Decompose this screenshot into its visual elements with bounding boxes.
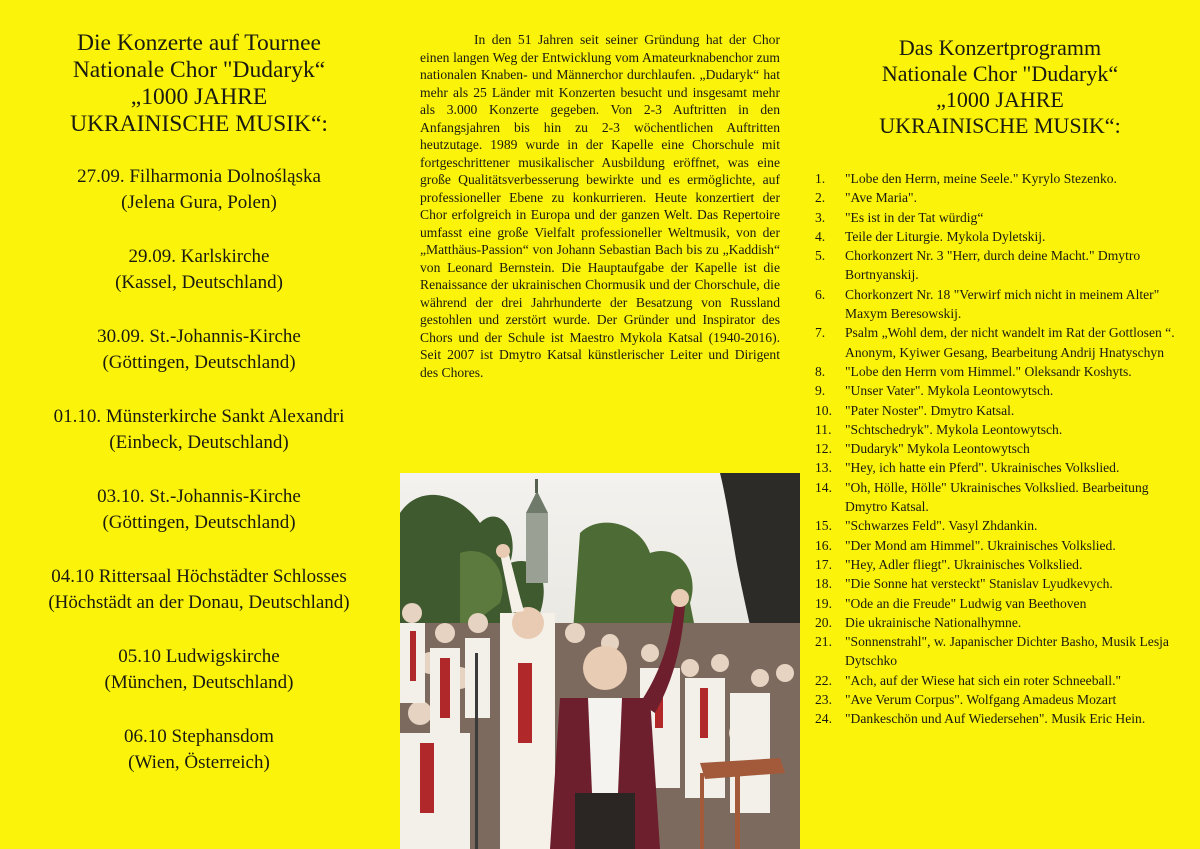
concert-location: (Einbeck, Deutschland)	[109, 432, 289, 453]
program-item-number: 8.	[815, 363, 826, 379]
concert-location: (Wien, Österreich)	[128, 752, 270, 773]
concert-date-venue: 06.10 Stephansdom	[124, 726, 274, 747]
program-item	[815, 478, 1185, 517]
program-title	[815, 35, 1185, 139]
program-item-number: 19.	[815, 595, 832, 611]
concert-item	[18, 644, 380, 696]
concert-date-venue: 04.10 Rittersaal Höchstädter Schlosses	[51, 566, 347, 587]
program-item-number: 12.	[815, 441, 832, 457]
program-item-text: "Ave Verum Corpus". Wolfgang Amadeus Mozart	[845, 692, 1117, 708]
concert-item	[18, 164, 380, 216]
program-item-text: "Oh, Hölle, Hölle" Ukrainisches Volkslied. Bearbeitung Dmytro Katsal.	[845, 479, 1149, 515]
choir-photo	[400, 473, 800, 849]
program-item-number: 10.	[815, 402, 832, 418]
program-item	[815, 536, 1185, 555]
program-item	[815, 439, 1185, 458]
program-title-line: „1000 JAHRE	[936, 87, 1064, 112]
program-item-text: "Es ist in der Tat würdig“	[845, 209, 984, 225]
program-item	[815, 690, 1185, 709]
program-item-number: 15.	[815, 518, 832, 534]
history-paragraph: In den 51 Jahren seit seiner Gründung hat der Chor einen langen Weg der Entwicklung vom Amateurknabenchor zum nationalen Knaben- und Männerchor durchlaufen. „Dudaryk“ hat mehr als 25 Länder mit Konzerten besucht und insgesamt mehr als 3.000 Konzerte gegeben. Von 2-3 Auftritten in den Anfangsjahren bis hin zu 2-3 wöchentlichen Auftritten heutzutage. 1989 wurde in der Kapelle eine Chorschule mit fortgeschrittener musikalischer Ausbildung eröffnet, was eine große Qualitätsverbesserung bewirkte und es ermöglichte, auf professioneller Ebene zu konkurrieren. Heute konzertiert der Chor erfolgreich in Europa und der ganzen Welt. Das Repertoire umfasst eine große Vielfalt professioneller Weltmusik, von der „Matthäus-Passion“ von Johann Sebastian Bach bis zu „Kaddish“ von Leonard Bernstein. Die Hauptaufgabe der Kapelle ist die Renaissance der ukrainischen Chormusik und der Chorschule, die während der drei Jahrhunderte der Besatzung von Russland gestohlen und zerstört wurde. Der Gründer und Inspirator des Chors und der Schule ist Maestro Mykola Katsal (1940-2016). Seit 2007 ist Dmytro Katsal künstlerischer Leiter und Dirigent des Chores.	[420, 32, 780, 380]
program-item	[815, 458, 1185, 477]
program-item-text: "Die Sonne hat versteckt" Stanislav Lyudkevych.	[845, 576, 1113, 592]
program-title-line: UKRAINISCHE MUSIK“:	[879, 113, 1121, 138]
program-item	[815, 169, 1185, 188]
tour-title-line: UKRAINISCHE MUSIK“:	[70, 111, 328, 137]
program-item	[815, 381, 1185, 400]
concert-item	[18, 244, 380, 296]
program-item	[815, 227, 1185, 246]
program-item	[815, 709, 1185, 728]
program-item	[815, 362, 1185, 381]
program-item-text: Psalm „Wohl dem, der nicht wandelt im Rat der Gottlosen “. Anonym, Kyiwer Gesang, Bearbeitung Andrij Hnatyschyn	[845, 325, 1175, 360]
program-item-text: "Ach, auf der Wiese hat sich ein roter Schneeball."	[845, 672, 1122, 688]
program-item-text: Chorkonzert Nr. 18 "Verwirf mich nicht in meinem Alter" Maxym Beresowskij.	[845, 286, 1160, 322]
program-list	[815, 169, 1185, 729]
program-item-text: "Schwarzes Feld". Vasyl Zhdankin.	[845, 518, 1038, 534]
program-item-text: "Pater Noster". Dmytro Katsal.	[845, 402, 1015, 418]
program-item	[815, 246, 1185, 285]
concert-date-venue: 30.09. St.-Johannis-Kirche	[97, 326, 301, 347]
concert-location: (Höchstädt an der Donau, Deutschland)	[48, 592, 350, 613]
program-item-number: 17.	[815, 556, 832, 572]
program-item	[815, 208, 1185, 227]
program-item-text: "Ode an die Freude" Ludwig van Beethoven	[845, 595, 1087, 611]
concert-date-venue: 03.10. St.-Johannis-Kirche	[97, 486, 301, 507]
concert-location: (München, Deutschland)	[104, 672, 294, 693]
program-item	[815, 574, 1185, 593]
program-item-text: "Hey, Adler fliegt". Ukrainisches Volkslied.	[845, 556, 1083, 572]
concert-date-venue: 27.09. Filharmonia Dolnośląska	[77, 166, 321, 187]
program-item-number: 9.	[815, 383, 826, 399]
concert-item	[18, 324, 380, 376]
program-item-text: "Sonnenstrahl", w. Japanischer Dichter Basho, Musik Lesja Dytschko	[845, 634, 1169, 669]
program-item-text: "Dankeschön und Auf Wiedersehen". Musik Eric Hein.	[845, 711, 1146, 727]
program-item-number: 16.	[815, 537, 832, 553]
concert-item	[18, 564, 380, 616]
tour-title-line: „1000 JAHRE	[130, 84, 268, 110]
program-item-number: 4.	[815, 228, 826, 244]
program-item-text: "Dudaryk" Mykola Leontowytsch	[845, 441, 1030, 457]
program-item-text: "Schtschedryk". Mykola Leontowytsch.	[845, 421, 1063, 437]
program-item	[815, 323, 1185, 362]
program-item	[815, 420, 1185, 439]
program-item-number: 5.	[815, 248, 826, 264]
program-item-number: 3.	[815, 209, 826, 225]
program-item-number: 20.	[815, 614, 832, 630]
program-title-line: Das Konzertprogramm	[898, 35, 1102, 60]
concert-location: (Göttingen, Deutschland)	[102, 512, 296, 533]
concert-item	[18, 404, 380, 456]
choir-photo-illustration	[400, 473, 800, 849]
concert-location: (Jelena Gura, Polen)	[121, 192, 277, 213]
program-item-number: 11.	[815, 421, 832, 437]
tour-title	[18, 30, 380, 138]
program-item-number: 14.	[815, 479, 832, 495]
program-item-text: Chorkonzert Nr. 3 "Herr, durch deine Macht." Dmytro Bortnyanskij.	[845, 248, 1141, 283]
program-item-text: Die ukrainische Nationalhymne.	[845, 614, 1022, 630]
concert-date-venue: 05.10 Ludwigskirche	[118, 646, 280, 667]
program-item-number: 24.	[815, 711, 832, 727]
program-item-number: 1.	[815, 171, 826, 186]
program-item-number: 21.	[815, 634, 832, 650]
program-item-text: "Unser Vater". Mykola Leontowytsch.	[845, 383, 1054, 399]
concert-date-venue: 01.10. Münsterkirche Sankt Alexandri	[53, 406, 345, 427]
tour-column	[18, 30, 380, 804]
program-item-text: "Der Mond am Himmel". Ukrainisches Volkslied.	[845, 537, 1116, 553]
program-column	[815, 35, 1185, 729]
program-item	[815, 285, 1185, 324]
program-item-number: 2.	[815, 190, 826, 206]
concert-item	[18, 484, 380, 536]
program-item-text: "Hey, ich hatte ein Pferd". Ukrainisches Volkslied.	[845, 460, 1120, 476]
program-item-text: "Ave Maria".	[845, 190, 917, 206]
program-item-number: 7.	[815, 325, 826, 341]
program-item-text: Teile der Liturgie. Mykola Dyletskij.	[845, 228, 1046, 244]
program-item-number: 23.	[815, 692, 832, 708]
tour-title-line: Die Konzerte auf Tournee	[77, 30, 321, 56]
program-title-line: Nationale Chor "Dudaryk“	[881, 61, 1119, 86]
program-item	[815, 188, 1185, 207]
program-item	[815, 594, 1185, 613]
concert-item	[18, 724, 380, 776]
concert-location: (Kassel, Deutschland)	[115, 272, 283, 293]
program-item	[815, 671, 1185, 690]
program-item	[815, 516, 1185, 535]
history-column	[420, 31, 780, 381]
program-item	[815, 401, 1185, 420]
tour-title-line: Nationale Chor "Dudaryk“	[72, 57, 326, 83]
program-item-number: 6.	[815, 286, 826, 302]
program-item	[815, 613, 1185, 632]
program-item	[815, 632, 1185, 671]
program-item-number: 22.	[815, 672, 832, 688]
program-item-text: "Lobe den Herrn vom Himmel." Oleksandr Koshyts.	[845, 363, 1132, 379]
program-item-number: 18.	[815, 576, 832, 592]
program-item-text: "Lobe den Herrn, meine Seele." Kyrylo Stezenko.	[845, 171, 1117, 186]
program-item	[815, 555, 1185, 574]
program-item-number: 13.	[815, 460, 832, 476]
concert-location: (Göttingen, Deutschland)	[102, 352, 296, 373]
concert-date-venue: 29.09. Karlskirche	[128, 246, 270, 267]
